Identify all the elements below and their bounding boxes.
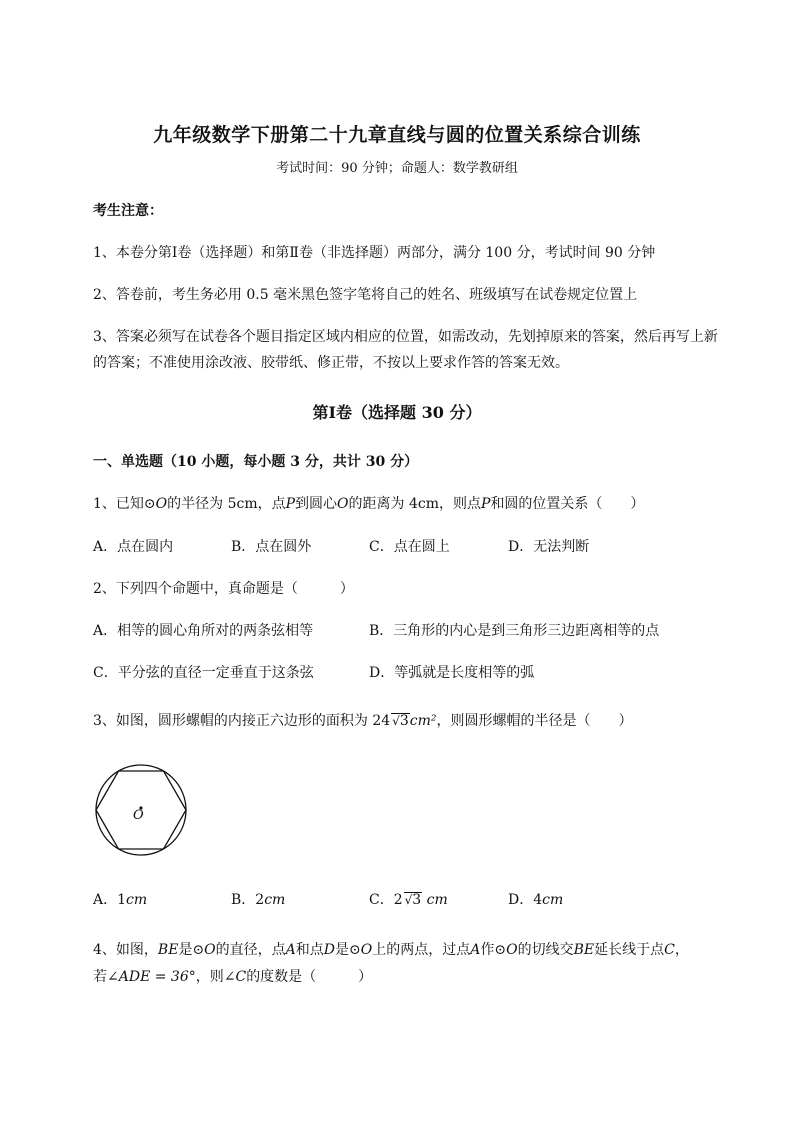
q1-text: 和圆的位置关系（ ） <box>490 496 645 512</box>
q2-option-b[interactable]: B．三角形的内心是到三角形三边距离相等的点 <box>369 623 660 639</box>
math-var: O <box>155 496 168 512</box>
question-4-stem-line-1 <box>93 939 689 959</box>
question-3-stem <box>93 710 632 730</box>
math-var: O <box>204 942 216 958</box>
math-var: BE <box>157 942 179 958</box>
q3-option-b[interactable] <box>231 889 285 909</box>
notice-item-3: 3、答案必须写在试卷各个题目指定区域内相应的位置，如需改动，先划掉原来的答案，然后再写上新 <box>93 329 718 345</box>
q1-option-c[interactable]: C．点在圆上 <box>369 539 450 555</box>
q4-text: ， <box>674 942 689 958</box>
q4-text: 4、如图， <box>93 942 158 958</box>
q2-option-c[interactable]: C．平分弦的直径一定垂直于这条弦 <box>93 665 314 681</box>
sqrt-expression: √3 <box>392 713 409 729</box>
unit-text: cm <box>426 892 448 908</box>
q4-text: 是 <box>178 942 193 958</box>
q4-text: 是 <box>335 942 350 958</box>
q1-text: 的半径为 5cm，点 <box>167 496 286 512</box>
q4-text: 延长线于点 <box>594 942 665 958</box>
q4-text: 的直径，点 <box>215 942 286 958</box>
q2-option-a[interactable]: A．相等的圆心角所对的两条弦相等 <box>93 623 314 639</box>
q4-text: 和点 <box>295 942 324 958</box>
q4-text: ，则 <box>195 969 224 985</box>
q1-option-d[interactable]: D．无法判断 <box>508 539 590 555</box>
circle-symbol: ⊙ <box>143 496 156 512</box>
q3-option-a[interactable] <box>93 889 147 909</box>
q3-text: ，则圆形螺帽的半径是（ ） <box>436 713 633 729</box>
math-var: A <box>470 942 481 958</box>
math-var: BE <box>573 942 595 958</box>
q1-text: 到圆心 <box>295 496 338 512</box>
question-1-stem <box>93 493 644 513</box>
notice-item-3-cont: 的答案；不准使用涂改液、胶带纸、修正带，不按以上要求作答的答案无效。 <box>93 355 569 371</box>
notice-heading: 考生注意： <box>93 203 163 219</box>
exam-info: 考试时间：90 分钟；命题人：数学教研组 <box>276 161 518 176</box>
q1-text: 1、已知 <box>93 496 144 512</box>
section-title: 第Ⅰ卷（选择题 30 分） <box>312 403 482 422</box>
math-var: D <box>323 942 336 958</box>
q4-text: 若 <box>93 969 107 985</box>
option-text: A．1 <box>93 892 127 908</box>
sqrt-value: 3 <box>412 892 422 908</box>
option-text: B．2 <box>231 892 265 908</box>
math-var: O <box>337 496 349 512</box>
question-2-stem: 2、下列四个命题中，真命题是（ ） <box>93 581 354 597</box>
q1-text: 的距离为 4cm，则点 <box>348 496 482 512</box>
notice-item-1: 1、本卷分第Ⅰ卷（选择题）和第Ⅱ卷（非选择题）两部分，满分 100 分，考试时间 90 分钟 <box>93 245 656 261</box>
hexagon-nut-figure <box>94 763 188 861</box>
sqrt-expression: √3 <box>404 892 422 908</box>
math-var: P <box>481 496 491 512</box>
unit-text: cm <box>542 892 564 908</box>
sqrt-value: 3 <box>399 713 409 729</box>
q3-text: 3、如图，圆形螺帽的内接正六边形的面积为 24 <box>93 713 391 729</box>
page-title: 九年级数学下册第二十九章直线与圆的位置关系综合训练 <box>153 124 641 146</box>
circle-symbol: ⊙ <box>494 942 507 958</box>
unit-text: cm <box>264 892 286 908</box>
q4-text: 上的两点，过点 <box>372 942 471 958</box>
math-var: C <box>664 942 675 958</box>
math-expression: ∠C <box>223 969 247 985</box>
part-heading: 一、单选题（10 小题，每小题 3 分，共计 30 分） <box>93 454 419 470</box>
q4-text: 作 <box>480 942 495 958</box>
q1-option-b[interactable]: B．点在圆外 <box>231 539 312 555</box>
center-label: O <box>133 808 144 823</box>
q4-text: 的度数是（ ） <box>246 969 373 985</box>
math-var: O <box>360 942 373 958</box>
math-var: O <box>506 942 518 958</box>
option-text: C．2 <box>369 892 403 908</box>
q3-option-c[interactable] <box>369 889 448 909</box>
q1-option-a[interactable]: A．点在圆内 <box>93 539 174 555</box>
unit-text: cm <box>126 892 148 908</box>
notice-item-2: 2、答卷前，考生务必用 0.5 毫米黑色签字笔将自己的姓名、班级填写在试卷规定位置上 <box>93 287 638 303</box>
math-var: A <box>285 942 296 958</box>
option-text: D．4 <box>508 892 543 908</box>
q3-option-d[interactable] <box>508 889 563 909</box>
unit-text: cm² <box>409 713 437 729</box>
q4-text: 的切线交 <box>517 942 574 958</box>
math-var: P <box>285 496 296 512</box>
question-4-stem-line-2 <box>93 966 372 986</box>
circle-symbol: ⊙ <box>349 942 361 958</box>
q2-option-d[interactable]: D．等弧就是长度相等的弧 <box>369 665 535 681</box>
circle-symbol: ⊙ <box>192 942 205 958</box>
math-expression: ∠ADE = 36° <box>107 969 196 985</box>
